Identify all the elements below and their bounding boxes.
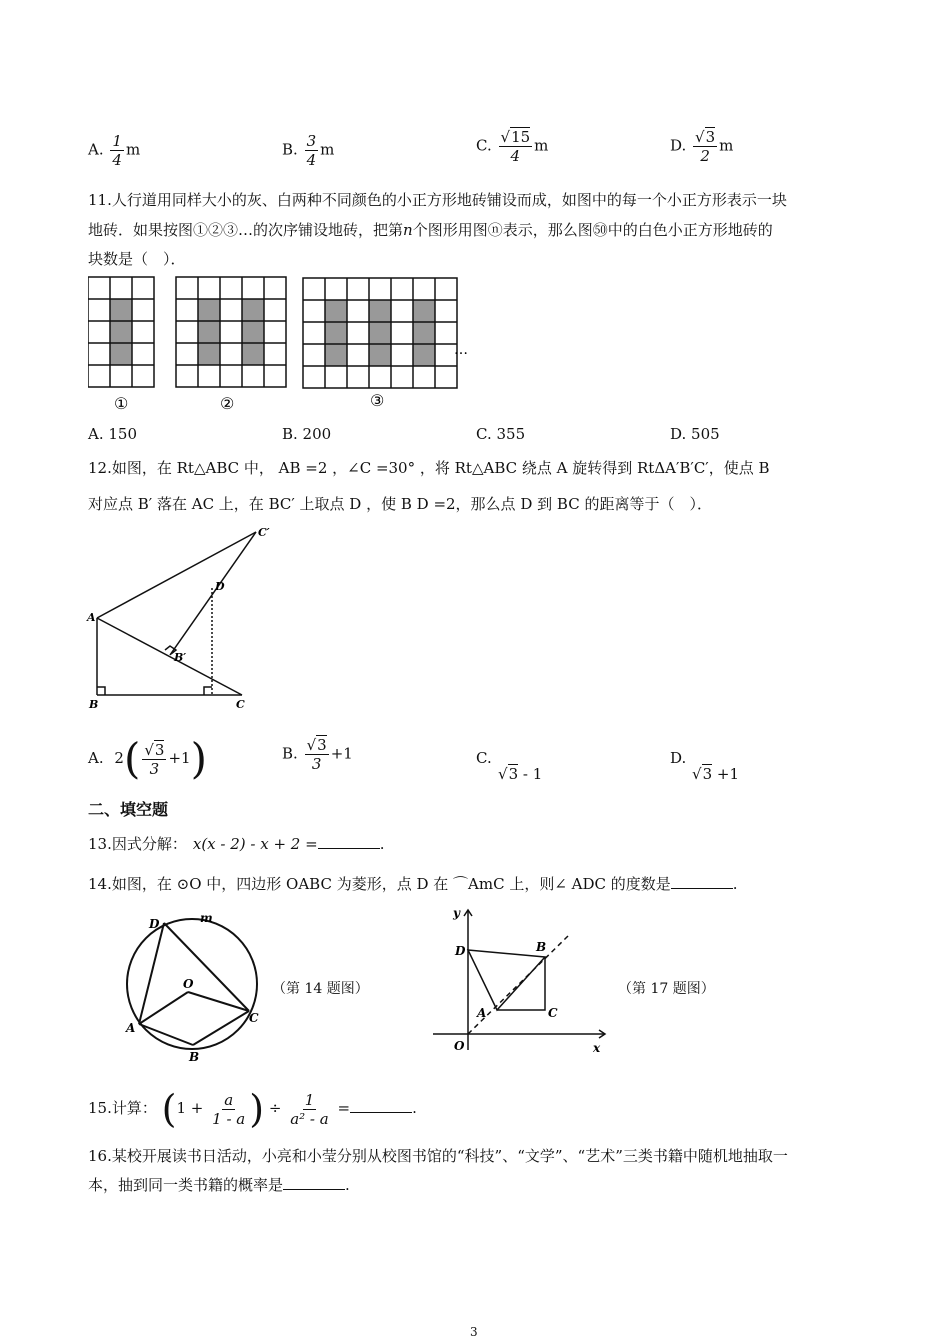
tile-figure-1-label: ① <box>114 394 129 413</box>
q10-option-c: C. $\frac{√15}{4}$ m <box>476 128 549 165</box>
page-number: 3 <box>470 1325 478 1339</box>
q12-label-d: D <box>215 580 225 593</box>
q11-option-a: A. 150 <box>88 425 137 443</box>
q14-label-d: D <box>149 917 160 931</box>
q14-label-c: C <box>249 1011 259 1025</box>
tile-figure-1 <box>88 277 154 387</box>
q10-option-d: D. $\frac{√3}{2}$ m <box>670 128 734 165</box>
tile-figure-2-label: ② <box>220 394 235 413</box>
q17-label-c: C <box>548 1006 558 1020</box>
q16-answer-blank[interactable] <box>283 1175 345 1190</box>
q11-option-d: D. 505 <box>670 425 720 443</box>
q16-line1: 16.某校开展读书日活动，小亮和小莹分别从校图书馆的“科技”、“文学”、“艺术”三类书籍中随机地抽取一 <box>88 1147 788 1165</box>
tile-figure-3-label: ③ <box>370 391 385 410</box>
q15-answer-blank[interactable] <box>350 1098 412 1113</box>
q17-label-y: y <box>453 906 460 920</box>
q12-label-b: B <box>89 698 99 711</box>
q12-option-d: √3 +1 <box>692 765 739 783</box>
q14-answer-blank[interactable] <box>671 874 733 889</box>
q14-circle-figure <box>118 908 268 1068</box>
q17-label-x: x <box>593 1041 601 1055</box>
q12-label-b-prime: B′ <box>174 651 187 664</box>
q13: 13.因式分解： x(x - 2) - x + 2 = . <box>88 835 385 853</box>
q11-option-b: B. 200 <box>282 425 332 443</box>
q12-option-d-label: D. <box>670 749 687 767</box>
tile-figure-3 <box>303 278 457 388</box>
q17-label-o: O <box>454 1039 465 1053</box>
q12-line1: 12.如图，在 Rt△ABC 中， AB =2 ，∠C =30° ，将 Rt△ABC 绕点 A 旋转得到 RtΔA′B′C′，使点 B <box>88 459 770 477</box>
q16-line2: 本，抽到同一类书籍的概率是 . <box>88 1176 350 1194</box>
q10-option-b: B. $\frac{3}{4}$ m <box>282 132 335 169</box>
q15: 15.计算： (1 + $\frac{a}{1 - a}$ ) ÷ $\frac{1}{\text{a² - a}}$ = . <box>88 1087 417 1131</box>
q17-label-a: A <box>477 1006 487 1020</box>
q14-label-o: O <box>183 977 194 991</box>
q12-option-a: A. 2( $\frac{√3}{3}$ +1) <box>88 734 207 783</box>
q12-triangle-figure <box>84 524 274 714</box>
q10-option-a: A. $\frac{1}{4}$ m <box>88 132 141 169</box>
q14-caption: （第 14 题图） <box>272 981 369 997</box>
q12-option-b: B. $\frac{√3}{3}$ +1 <box>282 736 353 773</box>
q12-label-c-prime: C′ <box>258 526 270 539</box>
q14-label-m: m <box>200 911 213 925</box>
tile-figure-2 <box>176 277 286 387</box>
q17-caption: （第 17 题图） <box>618 981 715 997</box>
q11-option-c: C. 355 <box>476 425 526 443</box>
q17-label-b: B <box>536 940 547 954</box>
section-title: 二、填空题 <box>88 800 169 819</box>
q14-label-a: A <box>126 1021 136 1035</box>
q12-label-c: C <box>236 698 245 711</box>
q11-line1: 11.人行道用同样大小的灰、白两种不同颜色的小正方形地砖铺设而成，如图中的每一个小正方形表示一块 <box>88 191 787 209</box>
q12-label-a: A <box>87 611 96 624</box>
q12-line2: 对应点 B′ 落在 AC 上，在 BC′ 上取点 D ，使 B D =2，那么点 D 到 BC 的距离等于（ ）． <box>88 495 712 513</box>
q11-tile-figures <box>88 276 468 416</box>
q14: 14.如图，在 ⊙O 中，四边形 OABC 为菱形，点 D 在 ⌒AmC 上，则∠ ADC 的度数是 . <box>88 875 738 893</box>
q11-line3: 块数是（ ）． <box>88 250 186 268</box>
q17-coordinate-figure <box>425 900 615 1060</box>
tile-ellipsis: … <box>454 342 468 358</box>
q17-label-d: D <box>455 944 466 958</box>
q14-label-b: B <box>189 1050 200 1064</box>
q11-line2: 地砖．如果按图①②③…的次序铺设地砖，把第n个图形用图ⓝ表示，那么图㊿中的白色小正方形地砖的 <box>88 221 773 239</box>
q13-answer-blank[interactable] <box>318 834 380 849</box>
q12-option-c: √3 - 1 <box>498 765 543 783</box>
q12-option-c-label: C. <box>476 749 492 767</box>
